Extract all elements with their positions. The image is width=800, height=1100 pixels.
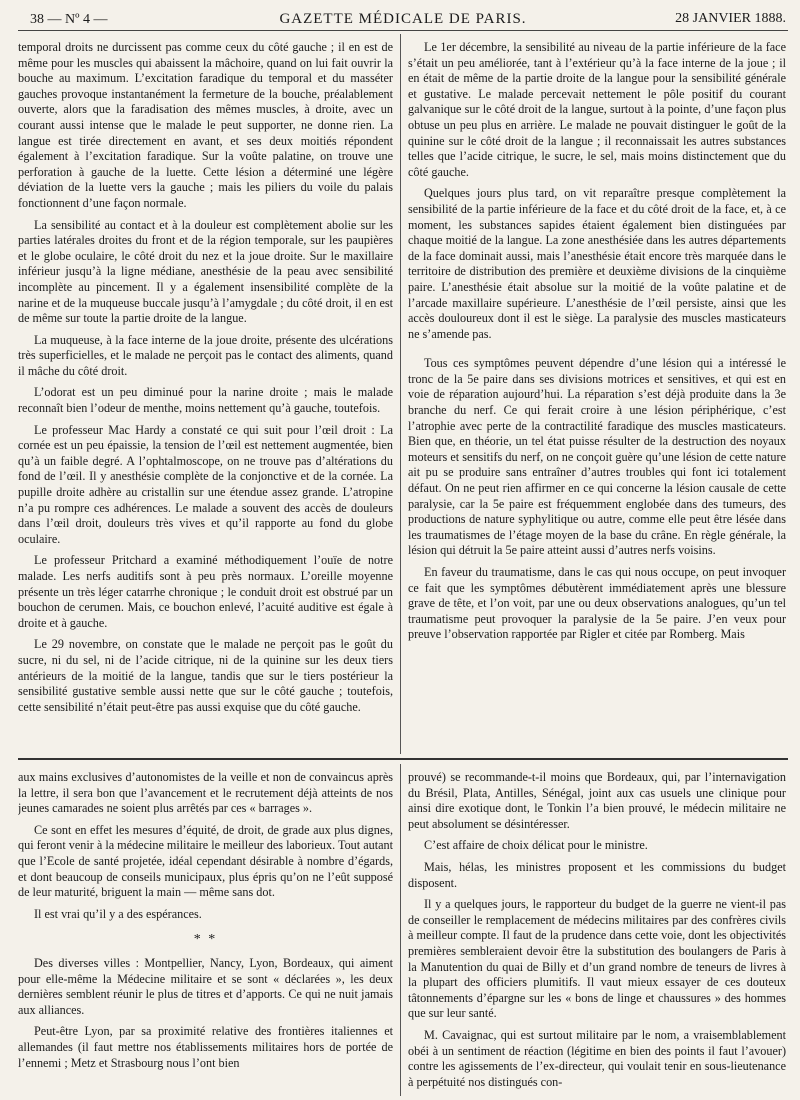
column-divider xyxy=(400,34,401,754)
paragraph: Tous ces symptômes peuvent dépendre d’une lésion qui a intéressé le tronc de la 5e paire dans ses divisions motrices et sensitives, et qui est en voie de réparation aujourd’hui. La réparation s’est déjà produite dans la 3e branche du nerf. Ce qui ferait croire à une lésion périphérique, c’est l’atrophie avec perte de la contractilité faradique des muscles masticateurs. Bien que, en théorie, un tel état puisse résulter de la destruction des noyaux moteurs et sensitifs du nerf, on ne conçoit guère qu’une lésion de cette nature ait pu se produire sans entraîner d’autres troubles qui font ici totalement défaut. On ne peut rien affirmer en ce qui concerne la lésion causale de cette paralysie, car la 5e paire est fréquemment englobée dans des tumeurs, des productions de nature syphylitique ou autre, comme elle peut être lésée dans les traumatismes de l’étage moyen de la base du crâne. En règle générale, la lésion qui détruit la 5e paire atteint aussi d’autres nerfs voisins. xyxy=(408,356,786,558)
chronicle-column-left xyxy=(18,770,393,1098)
paragraph: Quelques jours plus tard, on vit reparaître presque complètement la sensibilité de la partie inférieure de la face et du côté droit de la face, et, à ce moment, les substances sapides étaient également bien distinguées par chaque moitié de la langue. La zone anesthésiée dans les autres départements de la face dominait aussi, mais l’anesthésie était encore très marquée dans le territoire de distribution des première et deuxième divisions de la cinquième paire. L’anesthésie était absolue sur la moitié de la voûte palatine et de l’arcade maxillaire supérieure. L’anesthésie de l’œil persiste, ainsi que les accès douloureux dont il est le siège. La paralysie des muscles masticateurs ne s’amende pas. xyxy=(408,186,786,341)
issue-date: 28 JANVIER 1888. xyxy=(675,11,786,26)
paragraph: aux mains exclusives d’autonomistes de la veille et non de convaincus après la lettre, il sera bon que l’avancement et le recrutement déjà atteints de nos jeunes camarades ne soient plus arrêtés par ces « barrages ». xyxy=(18,770,393,816)
page-header xyxy=(18,8,788,31)
section-divider xyxy=(18,758,788,760)
paragraph: En faveur du traumatisme, dans le cas qui nous occupe, on peut invoquer ce fait que les symptômes débutèrent immédiatement après une blessure grave de tête, et l’on voit, par une ou deux observations analogues, qu’un tel traumatisme peut provoquer la paralysie de la 5e paire. J’en veux pour preuve l’observation rapportée par Rigler et citée par Romberg. Mais xyxy=(408,565,786,642)
paragraph: La muqueuse, à la face interne de la joue droite, présente des ulcérations très superficielles, et le malade ne perçoit pas le contact des aliments, quand il mâche du côté droit. xyxy=(18,332,393,378)
paragraph: Peut-être Lyon, par sa proximité relative des frontières italiennes et allemandes (il faut mettre nos établissements militaires hors de portée de l’ennemi ; Metz et Strasbourg nous l’ont bien xyxy=(18,1024,393,1070)
paragraph: La sensibilité au contact et à la douleur est complètement abolie sur les parties latérales droites du front et de la région temporale, sur les paupières et le globe oculaire, le côté droit du nez et la joue droite. Sur le maxillaire inférieur jusqu’à la ligne médiane, anesthésie de la peau avec sensibilité incomplète au pincement. Il y a également insensibilité complète de la narine et de la muqueuse buccale jusqu’à l’amygdale ; du côté droit, il en est de même sur toute la partie droite de la langue. xyxy=(18,217,393,326)
chronicle-column-right xyxy=(408,770,786,1098)
paragraph: M. Cavaignac, qui est surtout militaire par le nom, a vraisemblablement obéi à un sentiment de réaction (légitime en bien des points il faut l’avouer) contre les agissements de l’ex-directeur, qui voulait tenir en sous-lieutenance à perpétuité nos distingués con- xyxy=(408,1027,786,1089)
paragraph: Mais, hélas, les ministres proposent et les commissions du budget disposent. xyxy=(408,859,786,890)
paragraph: Il est vrai qu’il y a des espérances. xyxy=(34,906,202,921)
paragraph: Il y a quelques jours, le rapporteur du budget de la guerre ne vient-il pas de conseiller le remplacement de médecins militaires par des confrères civils à meilleur compte. Il faut de la prudence dans cette voie, dont les objectivités premières sembleraient devoir être la substitution des boulangers de Paris à la Manutention du quai de Billy et d’un grand nombre de teneurs de livres à la plupart des officiers plumitifs. Il vaut mieux essayer de ces douteux tâtonnements d’épargne sur les « bons de linge et chaussures » des hommes que sur leur santé. xyxy=(408,897,786,1021)
paragraph: L’odorat est un peu diminué pour la narine droite ; mais le malade reconnaît bien l’odeur de menthe, moins nettement qu’à gauche, toutefois. xyxy=(18,385,393,416)
page-number: 38 — Nº 4 — xyxy=(30,12,108,27)
paragraph: Le 1er décembre, la sensibilité au niveau de la partie inférieure de la face s’était un peu améliorée, tant à l’extérieur qu’à la face interne de la joue ; il en était de même de la partie droite de la langue pour la sensibilité générale et gustative. Le malade percevait nettement le pôle positif du courant galvanique sur le côté droit de la langue, surtout à la pointe, d’une façon plus obtuse un peu plus en arrière. Le malade ne pouvait distinguer le goût de la quinine sur le côté droit de la langue ; il reconnaissait les autres substances telles que l’acide citrique, le sucre, le sel, mais moins distinctement que du côté gauche. xyxy=(408,40,786,179)
paragraph: prouvé) se recommande-t-il moins que Bordeaux, qui, par l’internavigation du Brésil, Plata, Antilles, Sénégal, joint aux cas usuels une clinique pour ainsi dire exotique dont, le Tonkin l’a bien prouvé, le médecin militaire ne peut absolument se désintéresser. xyxy=(408,770,786,831)
article-column-left xyxy=(18,40,393,750)
paragraph: Le professeur Pritchard a examiné méthodiquement l’ouïe de notre malade. Les nerfs auditifs sont à peu près normaux. L’oreille moyenne présente un très léger catarrhe chronique ; le conduit droit est obstrué par un bouchon de cerumen. Mais, ce bouchon enlevé, l’acuité auditive est égale à droite et à gauche. xyxy=(18,553,393,630)
journal-title: GAZETTE MÉDICALE DE PARIS. xyxy=(279,11,527,27)
paragraph: Ce sont en effet les mesures d’équité, de droit, de grade aux plus dignes, qui feront venir à la médecine militaire le meilleur des laborieux. Tout autant que l’Ecole de santé projetée, idéal cependant désirable à nombre d’égards, et dont beaucoup de conseils municipaux, plus épris qu’on ne l’eût supposé de leur maturité, briguent la main — même sans dot. xyxy=(18,822,393,900)
paragraph: C’est affaire de choix délicat pour le ministre. xyxy=(424,838,648,853)
section-separator: * * xyxy=(193,932,218,948)
column-divider xyxy=(400,764,401,1096)
paragraph: Des diverses villes : Montpellier, Nancy, Lyon, Bordeaux, qui aiment pour elle-même la Médecine militaire et se sont « déclarées », les deux dernières semblent réunir le plus de titres et d’apports. Ce qui ne nuit jamais aux alliances. xyxy=(18,955,393,1017)
paragraph: Le professeur Mac Hardy a constaté ce qui suit pour l’œil droit : La cornée est un peu épaissie, la tension de l’œil est nettement augmentée, bien qu’à un faible degré. A l’ophtalmoscope, on ne trouve pas d’altérations du fond de l’œil. Il y anesthésie complète de la conjonctive et de la cornée. La pupille droite adhère au cristallin sur une étendue assez grande. L’atropine n’a pu rompre ces adhérences. Le malade a souvent des accès de douleurs dans l’œil droit, douleurs très vives et qu’il rapporte au fond du globe oculaire. xyxy=(18,422,393,546)
article-column-right xyxy=(408,40,786,752)
paragraph: temporal droits ne durcissent pas comme ceux du côté gauche ; il en est de même pour les muscles qui abaissent la mâchoire, quand on lui fait ouvrir la bouche au maximum. L’excitation faradique du temporal et du masséter gauches provoque instantanément la fermeture de la bouche, préalablement ouverte, alors que la faradisation des mêmes muscles, à droite, avec un courant aussi intense que le malade le peut supporter, ne donne rien. La langue est tirée directement en avant, et ses deux moitiés répondent également à l’excitation faradique. Sur la voûte palatine, on trouve une perforation à gauche de la luette. Cette lésion a déterminé une légère déviation de la luette vers la gauche ; mais les piliers du voile du palais fonctionnent d’une façon normale. xyxy=(18,40,393,210)
paragraph: Le 29 novembre, on constate que le malade ne perçoit pas le goût du sucre, ni du sel, ni de l’acide citrique, ni de la quinine sur les deux tiers antérieurs de la moitié de la langue, tandis que sur le tiers postérieur la sensibilité gustative semble aussi nette que sur le côté gauche ; toutefois, cette sensibilité n’était peut-être pas aussi exquise que du côté gauche. xyxy=(18,637,393,714)
